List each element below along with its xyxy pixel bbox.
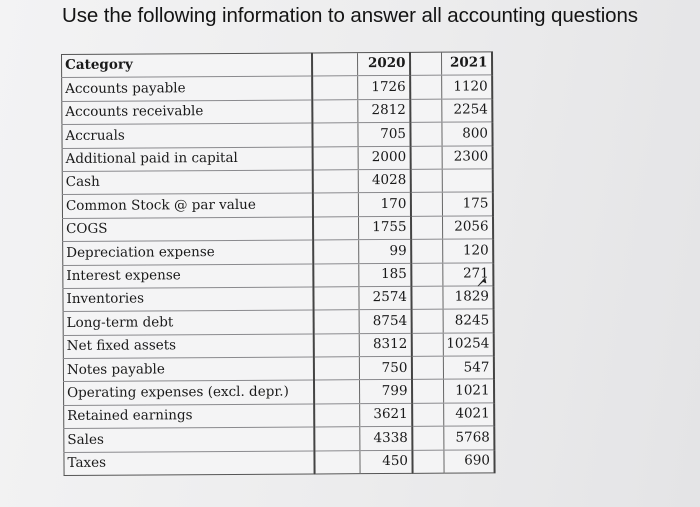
table-spacer: [312, 99, 358, 123]
table-spacer: [313, 333, 359, 357]
table-spacer: [312, 216, 358, 240]
table-spacer: [411, 309, 443, 333]
row-value-2020: 799: [359, 380, 411, 404]
table-spacer: [314, 450, 360, 474]
row-value-2021: 1021: [443, 379, 493, 403]
row-value-2020: 2812: [358, 99, 410, 123]
header-2021: 2021: [441, 52, 491, 76]
table-spacer: [410, 99, 442, 123]
row-category: Cash: [62, 170, 312, 195]
row-category: Operating expenses (excl. depr.): [64, 380, 314, 405]
row-value-2020: 3621: [360, 403, 412, 427]
table-spacer: [410, 193, 442, 217]
row-value-2020: 4338: [360, 427, 412, 451]
table-spacer: [411, 286, 443, 310]
row-value-2021: 271: [443, 262, 493, 286]
row-value-2020: 1726: [358, 76, 410, 100]
table-spacer: [411, 263, 443, 287]
accounting-table-wrapper: [61, 51, 495, 476]
row-category: Notes payable: [63, 357, 313, 382]
table-spacer: [410, 76, 442, 100]
page-title: Use the following information to answer all accounting questions: [62, 4, 638, 27]
table-spacer: [409, 52, 441, 76]
table-spacer: [412, 426, 444, 450]
row-value-2021: 120: [443, 239, 493, 263]
accounting-table: [61, 51, 495, 476]
table-spacer: [313, 263, 359, 287]
row-value-2021: 10254: [443, 333, 493, 357]
table-spacer: [411, 380, 443, 404]
row-value-2021: 175: [442, 192, 492, 216]
row-category: Long-term debt: [63, 310, 313, 335]
table-spacer: [410, 122, 442, 146]
table-spacer: [312, 76, 358, 100]
table-spacer: [312, 123, 358, 147]
row-value-2021: 800: [442, 122, 492, 146]
row-value-2021: 1120: [442, 75, 492, 99]
row-value-2021: 2254: [442, 99, 492, 123]
table-spacer: [313, 287, 359, 311]
table-spacer: [314, 427, 360, 451]
header-2020: 2020: [357, 52, 409, 76]
table-row: [64, 379, 494, 405]
table-spacer: [313, 310, 359, 334]
table-row: [63, 333, 493, 359]
table-row: [64, 426, 494, 452]
table-row: [64, 450, 494, 476]
table-row: [62, 99, 492, 125]
table-spacer: [313, 357, 359, 381]
row-category: Inventories: [63, 287, 313, 312]
table-row: [62, 122, 492, 148]
row-category: Accounts payable: [62, 76, 312, 101]
table-row: [62, 192, 492, 218]
row-value-2021: [442, 169, 492, 193]
row-value-2021: 2300: [442, 145, 492, 169]
row-value-2021: 8245: [443, 309, 493, 333]
row-value-2021: 690: [444, 450, 494, 474]
table-row: [62, 75, 492, 101]
row-category: COGS: [63, 217, 313, 242]
row-value-2020: 450: [360, 450, 412, 474]
header-category: Category: [62, 53, 312, 78]
table-row: [63, 286, 493, 312]
table-row: [63, 356, 493, 382]
row-category: Depreciation expense: [63, 240, 313, 265]
table-spacer: [311, 53, 357, 77]
row-value-2021: 547: [443, 356, 493, 380]
table-row: [63, 309, 493, 335]
table-row: [63, 216, 493, 242]
table-spacer: [312, 193, 358, 217]
table-spacer: [313, 380, 359, 404]
table-header-row: [62, 52, 492, 78]
row-value-2021: 2056: [442, 216, 492, 240]
row-category: Accounts receivable: [62, 100, 312, 125]
table-row: [63, 262, 493, 288]
table-row: [62, 169, 492, 195]
table-row: [62, 145, 492, 171]
row-value-2021: 5768: [444, 426, 494, 450]
row-value-2021: 4021: [444, 403, 494, 427]
table-row: [64, 403, 494, 429]
table-spacer: [412, 450, 444, 474]
table-spacer: [411, 356, 443, 380]
row-value-2020: 2000: [358, 146, 410, 170]
arrow-cursor-icon: [476, 276, 488, 288]
row-value-2020: 185: [359, 263, 411, 287]
table-spacer: [313, 240, 359, 264]
row-category: Taxes: [64, 451, 314, 476]
table-spacer: [411, 333, 443, 357]
table-spacer: [314, 404, 360, 428]
table-spacer: [410, 146, 442, 170]
table-spacer: [312, 170, 358, 194]
row-category: Interest expense: [63, 263, 313, 288]
table-spacer: [411, 239, 443, 263]
row-value-2020: 2574: [359, 286, 411, 310]
row-category: Sales: [64, 427, 314, 452]
table-spacer: [410, 169, 442, 193]
row-value-2020: 1755: [358, 216, 410, 240]
row-value-2020: 8754: [359, 310, 411, 334]
table-spacer: [312, 146, 358, 170]
row-value-2020: 99: [359, 239, 411, 263]
row-value-2020: 750: [359, 356, 411, 380]
table-spacer: [410, 216, 442, 240]
table-row: [63, 239, 493, 265]
row-value-2020: 8312: [359, 333, 411, 357]
row-value-2020: 4028: [358, 169, 410, 193]
table-spacer: [412, 403, 444, 427]
row-value-2021: 1829: [443, 286, 493, 310]
row-value-2020: 705: [358, 123, 410, 147]
row-value-2020: 170: [358, 193, 410, 217]
row-category: Additional paid in capital: [62, 147, 312, 172]
row-category: Retained earnings: [64, 404, 314, 429]
row-category: Common Stock @ par value: [62, 193, 312, 218]
row-category: Accruals: [62, 123, 312, 148]
row-category: Net fixed assets: [63, 334, 313, 359]
